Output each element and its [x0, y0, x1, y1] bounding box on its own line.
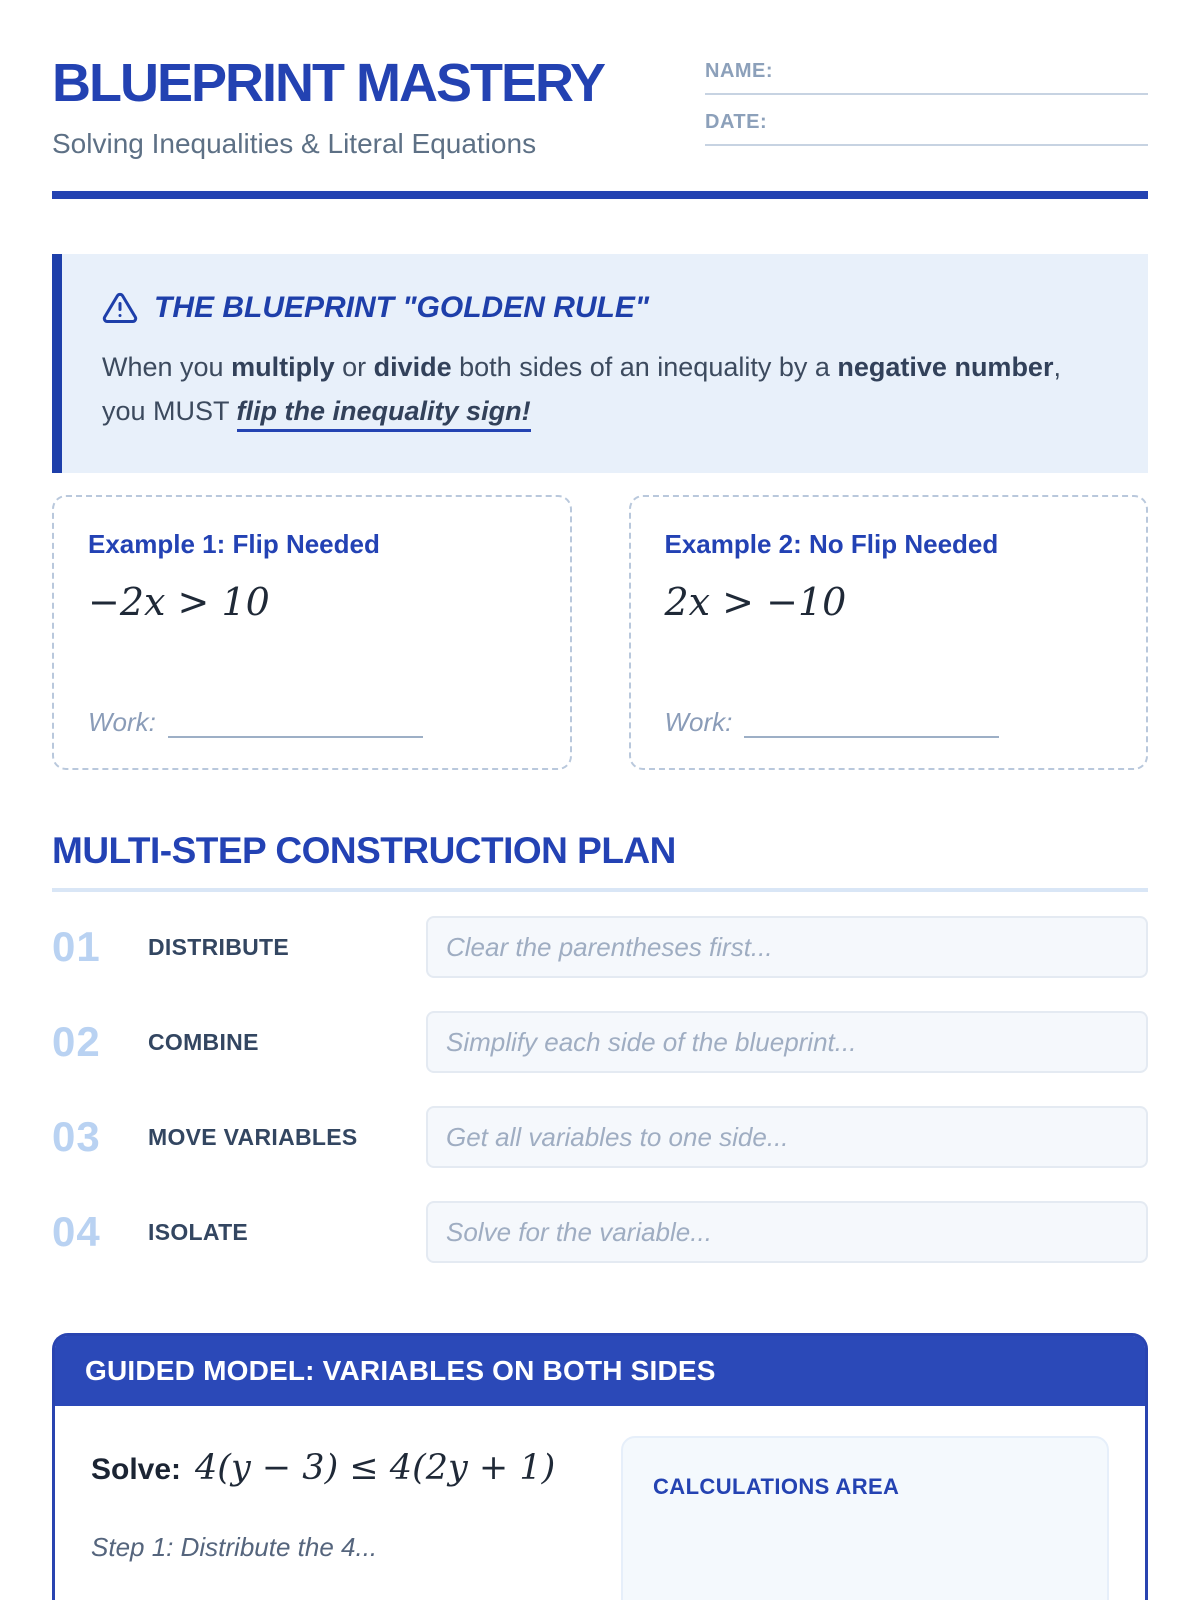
step-row-move-variables: [52, 1106, 1148, 1168]
examples-row: [52, 495, 1148, 770]
golden-rule-callout: [52, 254, 1148, 473]
bold-multiply: multiply: [231, 352, 335, 382]
bold-divide: divide: [373, 352, 452, 382]
step-input-distribute[interactable]: [426, 916, 1148, 978]
date-field[interactable]: [705, 111, 1148, 146]
header-divider: [52, 191, 1148, 199]
example-2-work-row: [665, 707, 1113, 738]
text-segment: both sides of an inequality by a: [451, 352, 838, 382]
text-segment: you MUST: [102, 395, 237, 426]
bold-negative-number: negative number: [837, 352, 1054, 382]
step-number: 03: [52, 1113, 101, 1161]
page-subtitle: Solving Inequalities & Literal Equations: [52, 128, 537, 159]
step-label-distribute: DISTRIBUTE: [148, 933, 289, 960]
plan-steps: [52, 916, 1148, 1263]
golden-rule-text: [102, 346, 1108, 433]
page-title: BLUEPRINT MASTERY: [52, 53, 605, 113]
calculations-area-label: CALCULATIONS AREA: [653, 1474, 900, 1500]
text-segment: ,: [1053, 352, 1061, 382]
example-1-work-line[interactable]: [168, 710, 423, 739]
golden-rule-title-row: [102, 290, 1108, 326]
example-2-work-line[interactable]: [744, 710, 999, 739]
step-row-distribute: [52, 916, 1148, 978]
name-date-block: [705, 56, 1148, 162]
step-input-combine[interactable]: [426, 1011, 1148, 1073]
step-number: 01: [52, 923, 101, 971]
text-segment: When you: [102, 352, 232, 382]
step1-hint: Step 1: Distribute the 4...: [91, 1532, 378, 1563]
example-2-title: Example 2: No Flip Needed: [664, 529, 999, 560]
solve-row: [91, 1448, 573, 1488]
example-2-equation: 2x > −10: [664, 580, 847, 625]
title-block: [52, 53, 605, 162]
golden-rule-title: THE BLUEPRINT "GOLDEN RULE": [154, 291, 650, 324]
guided-model-body: [55, 1406, 1145, 1600]
calculations-area[interactable]: [621, 1436, 1109, 1600]
step-row-isolate: [52, 1201, 1148, 1263]
example-2-box: [629, 495, 1149, 770]
step-input-move-variables[interactable]: [426, 1106, 1148, 1168]
step-label-isolate: ISOLATE: [148, 1218, 249, 1245]
text-segment: or: [334, 352, 374, 382]
step-number: 02: [52, 1018, 101, 1066]
header: [52, 53, 1148, 162]
guided-model-card: [52, 1333, 1148, 1600]
step-label-combine: COMBINE: [148, 1028, 259, 1055]
warning-triangle-icon: [102, 290, 138, 326]
example-1-box: [52, 495, 572, 770]
work-label: Work:: [664, 707, 733, 738]
step-number: 04: [52, 1208, 101, 1256]
solve-label: Solve:: [91, 1453, 182, 1487]
work-label: Work:: [88, 707, 156, 738]
step-input-isolate[interactable]: [426, 1201, 1148, 1263]
guided-equation: 4(y − 3) ≤ 4(2y + 1): [195, 1448, 556, 1489]
example-1-work-row: [88, 707, 536, 738]
name-field[interactable]: [705, 60, 1148, 95]
plan-section-title: MULTI-STEP CONSTRUCTION PLAN: [52, 830, 1148, 892]
guided-model-header: GUIDED MODEL: VARIABLES ON BOTH SIDES: [55, 1336, 1145, 1406]
step-label-move-variables: MOVE VARIABLES: [148, 1123, 358, 1150]
name-field-label: NAME:: [705, 60, 774, 82]
step-row-combine: [52, 1011, 1148, 1073]
guided-model-left-column: [91, 1436, 573, 1600]
date-field-label: DATE:: [705, 111, 768, 133]
example-1-equation: −2x > 10: [88, 580, 270, 625]
flip-rule-underlined: flip the inequality sign!: [237, 396, 531, 432]
example-1-title: Example 1: Flip Needed: [88, 529, 380, 560]
